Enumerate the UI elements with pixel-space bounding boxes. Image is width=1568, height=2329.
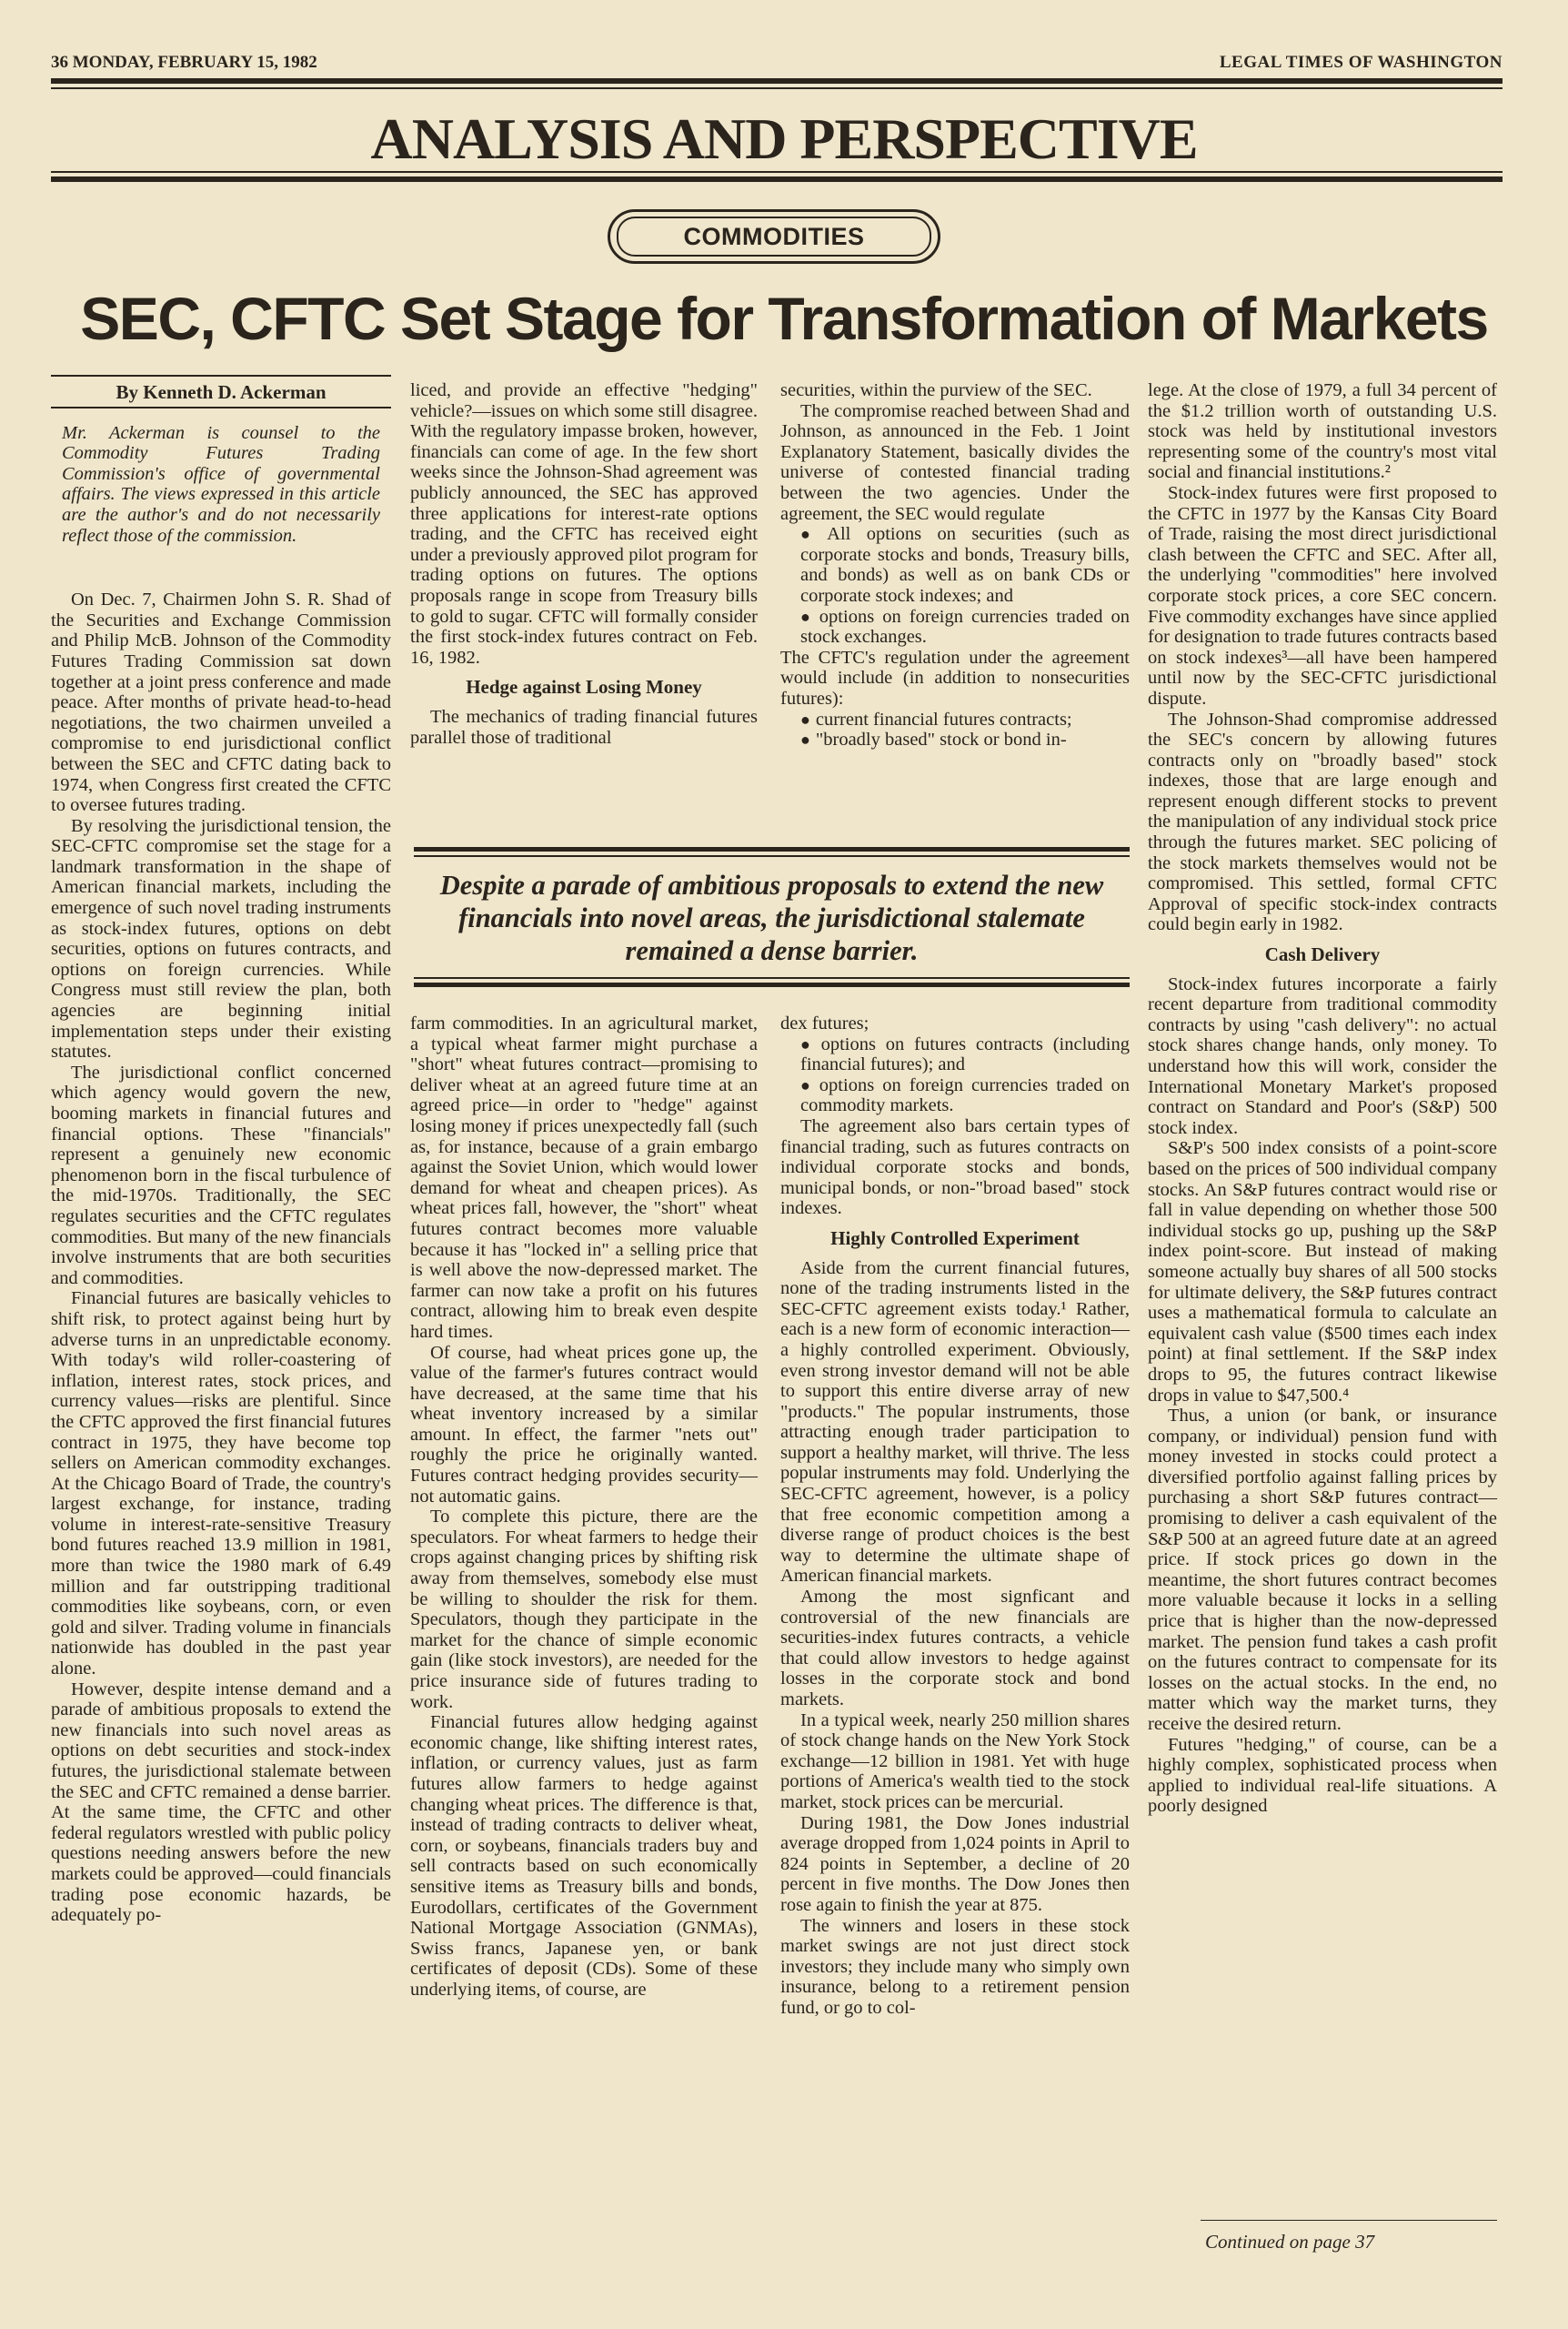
col4-paragraph: Futures "hedging," of course, can be a highly complex, sophisticated process when applied to individual real-life situations. A poorly designed [1148,1734,1497,1817]
col1-paragraph: By resolving the jurisdictional tension, the SEC-CFTC compromise set the stage for a landmark transformation in the shape of American financial markets, including the emergence of such novel trading instruments as stock-index futures, options on debt securities, options on futures contracts, and options on foreign currencies. While Congress must still review the plan, both agencies are beginning initial implementation steps under their existing statutes. [51,815,391,1063]
publication-name: LEGAL TIMES OF WASHINGTON [1219,53,1503,72]
headline: SEC, CFTC Set Stage for Transformation of Markets [80,285,1488,352]
col3-bullet [780,730,1130,751]
kicker-rule-thin [51,171,1503,173]
bullet-icon: ● [800,525,822,544]
bullet-icon: ● [800,1034,816,1054]
pullquote-rule-bottom-thick [414,983,1130,987]
page-header [51,47,1503,76]
bullet-text: options on futures contracts (including financial futures); and [800,1033,1130,1075]
pull-quote: Despite a parade of ambitious proposals to extend the new financials into novel areas, the jurisdictional stalemate remained a dense barrier. [439,870,1104,966]
continued-rule [1201,2220,1497,2221]
col4-paragraph: The Johnson-Shad compromise addressed the SEC's concern by allowing futures contracts only on "broadly based" stock indexes, those that are large enough and represent enough different stocks to prevent the manipulation of any individual stock price through the futures market. SEC policing of the stock markets themselves would not be compromised. This settled, formal CFTC Approval of specific stock-index contracts could begin early in 1982. [1148,709,1497,935]
subhead-cash-delivery: Cash Delivery [1264,943,1381,966]
bullet-icon: ● [800,1075,814,1094]
col3-paragraph: Aside from the current financial futures, none of the trading instruments listed in the SEC-CFTC agreement exists today.¹ Rather, each is a new form of economic interaction—a highly controlled experiment. Obviously, even strong investor demand will not be able to support this entire diverse array of new "products." The popular instruments, those attracting enough trader participation to support a healthy market, will thrive. The less popular instruments may fold. Underlying the SEC-CFTC agreement, however, is a policy that free economic competition among a diverse range of product choices is the best way to determine the ultimate shape of American financial markets. [780,1257,1130,1587]
byline-rule-top [51,375,391,377]
col1-paragraph: However, despite intense demand and a parade of ambitious proposals to extend the new financials into such novel areas as options on debt securities and stock-index futures, the jurisdictional stalemate between the SEC and CFTC remained a dense barrier. At the same time, the CFTC and other federal regulators wrestled with public policy questions needing answers before the new markets could be approved—could financials trading pose economic hazards, be adequately po- [51,1679,391,1926]
column-4 [1148,380,1497,1817]
pullquote-rule-top-thin [414,855,1130,857]
pullquote-rule-bottom-thin [414,977,1130,979]
col4-paragraph: lege. At the close of 1979, a full 34 percent of the $1.2 trillion worth of outstanding U.S. stock was held by institutional investors representing some of the country's most vital social and financial institutions.² [1148,380,1497,483]
byline-rule-bottom [51,407,391,408]
page-date: 36 MONDAY, FEBRUARY 15, 1982 [51,53,317,72]
col2-paragraph: Financial futures allow hedging against economic change, like shifting interest rates, inflation, or currency values, just as farm futures allow farmers to hedge against changing wheat prices. The difference is that, instead of trading contracts to deliver wheat, corn, or soybeans, financials traders buy and sell contracts based on such economically sensitive items as Treasury bills and bonds, Eurodollars, certificates of the Government National Mortgage Association (GNMAs), Swiss francs, Japanese yen, or bank certificates of deposit (CDs). Some of these underlying items, of course, are [410,1712,758,2000]
section-kicker: ANALYSIS AND PERSPECTIVE [370,106,1198,171]
col3-paragraph: The compromise reached between Shad and Johnson, as announced in the Feb. 1 Joint Explanatory Statement, basically divides the universe of contested financial trading between the two agencies. Under the agreement, the SEC would regulate [780,400,1130,524]
bullet-icon: ● [800,710,810,729]
col2-paragraph: farm commodities. In an agricultural market, a typical wheat farmer might purchase a "short" wheat futures contract—promising to deliver wheat at an agreed future time at an agreed price—in order to "hedge" against losing money if prices unexpectedly fall (such as, for instance, because of a grain embargo against the Soviet Union, which would lower demand for wheat and cheapen prices). As wheat prices fall, however, the "short" wheat futures contract becomes more valuable because it has "locked in" a selling price that is well above the now-depressed market. The farmer can now take a profit on his futures contract, allowing him to break even despite hard times. [410,1013,758,1342]
col1-paragraph: The jurisdictional conflict concerned which agency would govern the new, booming markets in financial futures and financial options. These "financials" represent a genuinely new economic phenomenon born in the fiscal turbulence of the mid-1970s. Traditionally, the SEC regulates securities and the CFTC regulates commodities. But many of the new financials involve instruments that are both securities and commodities. [51,1062,391,1288]
col1-paragraph: Financial futures are basically vehicles to shift risk, to protect against being hurt by adverse turns in an unpredictable economy. With today's wild roller-coastering of inflation, interest rates, stock prices, and currency values—risks are plentiful. Since the CFTC approved the first financial futures contract in 1975, they have become top sellers on American commodity exchanges. At the Chicago Board of Trade, the country's largest exchange, for instance, trading volume in interest-rate-sensitive Treasury bond futures reached 13.9 million in 1981, more than twice the 1980 mark of 6.49 million and far outstripping traditional commodities like soybeans, corn, or even gold and silver. Trading volume in financials nationwide has doubled in the past year alone. [51,1288,391,1679]
subhead-experiment: Highly Controlled Experiment [830,1226,1080,1249]
section-label-text: COMMODITIES [617,217,931,257]
col3-paragraph: securities, within the purview of the SEC. [780,380,1092,400]
column-1 [51,375,391,1926]
col4-paragraph: S&P's 500 index consists of a point-score based on the prices of 500 individual company stocks. An S&P futures contract would rise or fall in value depending on whether those 500 individual stocks go up, pushing up the S&P index point-score. But instead of making someone actually buy shares of all 500 stocks for ultimate delivery, the S&P futures contract uses a mathematical formula to calculate an equivalent cash value ($500 times each index point) at final settlement. If the S&P index drops to 95, the futures contract likewise drops in value to $47,500.⁴ [1148,1138,1497,1406]
bullet-text: options on foreign currencies traded on commodity markets. [800,1074,1131,1116]
col3-bullet [780,524,1130,606]
col3-paragraph: The CFTC's regulation under the agreement would include (in addition to nonsecurities futures): [780,647,1130,709]
col1-paragraph: On Dec. 7, Chairmen John S. R. Shad of the Securities and Exchange Commission and Philip McB. Johnson of the Commodity Futures Trading Commission sat down together at a joint press conference and made peace. After months of private head-to-head negotiations, the two chairmen unveiled a compromise to end jurisdictional conflict between the SEC and CFTC dating back to 1974, when Congress first created the CFTC to oversee futures trading. [51,590,391,816]
col2-paragraph: Of course, had wheat prices gone up, the value of the farmer's futures contract would have decreased, at the same time that his wheat inventory increased by a similar amount. In effect, the farmer "nets out" roughly the price he originally wanted. Futures contract hedging provides security—not automatic gains. [410,1342,758,1507]
bullet-icon: ● [800,607,814,626]
column-2-top [410,380,758,748]
col4-paragraph: Stock-index futures incorporate a fairly recent departure from traditional commodity contracts by using "cash delivery": no actual stock shares change hands, only money. To understand how this will work, consider the International Monetary Market's proposed contract on Standard and Poor's (S&P) 500 stock index. [1148,973,1497,1138]
col3-bullet [780,1075,1130,1116]
col4-paragraph: Stock-index futures were first proposed to the CFTC in 1977 by the Kansas City Board of Trade, raising the most direct jurisdictional clash between the CFTC and SEC. After all, the underlying "commodities" here involved corporate stock prices, a core SEC concern. Five commodity exchanges have since applied for designation to trade futures contracts based on stock indexes³—all have been hampered until now by the SEC-CFTC jurisdictional dispute. [1148,482,1497,709]
col3-bullet [780,710,1130,731]
column-3-bottom [780,1013,1130,2019]
column-2-bottom [410,1013,758,2001]
kicker-rule-thick [51,176,1503,182]
bullet-text: "broadly based" stock or bond in- [815,730,1067,751]
col3-paragraph: During 1981, the Dow Jones industrial average dropped from 1,024 points in April to 824 points in September, a decline of 20 percent in five months. The Dow Jones then rose again to finish the year at 875. [780,1812,1130,1915]
bullet-icon: ● [800,731,810,750]
bullet-text: options on foreign currencies traded on stock exchanges. [800,606,1131,648]
col3-paragraph: In a typical week, nearly 250 million shares of stock change hands on the New York Stock exchange—12 billion in 1981. Yet with huge portions of America's wealth tied to the stock market, stock prices can be mercurial. [780,1709,1130,1812]
byline: By Kenneth D. Ackerman [116,381,327,403]
bullet-text: current financial futures contracts; [815,709,1072,730]
header-rule-thick [51,78,1503,84]
col3-paragraph: dex futures; [780,1013,869,1033]
section-label [608,209,940,264]
col2-paragraph: liced, and provide an effective "hedging" vehicle?—issues on which some still disagree. With the regulatory impasse broken, however, financials can come of age. In the few short weeks since the Johnson-Shad agreement was publicly announced, the SEC has approved three applications for interest-rate options trading, and the CFTC has received eight under a previously approved pilot program for trading options on futures. The options proposals range in scope from Treasury bills to gold to sugar. CFTC will formally consider the first stock-index futures contract on Feb. 16, 1982. [410,380,758,668]
col3-bullet [780,607,1130,648]
header-rule-thin [51,87,1503,89]
col2-paragraph: To complete this picture, there are the speculators. For wheat farmers to hedge their crops against changing prices by shifting risk away from themselves, somebody else must be willing to shoulder the risk for them. Speculators, though they participate in the market for the chance of simple economic gain (like stock investors), are needed for the price insurance side of futures trading to work. [410,1507,758,1712]
col2-paragraph: The mechanics of trading financial futures parallel those of traditional [410,706,758,748]
pullquote-rule-top-thick [414,847,1130,852]
bullet-text: All options on securities (such as corporate stocks and bonds, Treasury bills, and bonds) as well as on bank CDs or corporate stock indexes; and [800,524,1131,606]
col3-paragraph: The winners and losers in these stock market swings are not just direct stock investors; they include many who simply own insurance, belong to a retirement pension fund, or go to col- [780,1915,1130,2018]
column-3-top [780,380,1130,751]
author-note: Mr. Ackerman is counsel to the Commodity Futures Trading Commission's office of governmental affairs. The views expressed in this article are the author's and do not necessarily reflect those of the commission. [62,422,380,546]
continued-note: Continued on page 37 [1205,2231,1375,2253]
col3-bullet [780,1034,1130,1075]
col3-paragraph: Among the most signficant and controversial of the new financials are securities-index futures contracts, a vehicle that could allow investors to hedge against losses in the corporate stock and bond markets. [780,1587,1130,1709]
col3-paragraph: The agreement also bars certain types of financial trading, such as futures contracts on individual corporate stocks and bonds, municipal bonds, or non-"broad based" stock indexes. [780,1115,1130,1219]
subhead-hedge: Hedge against Losing Money [466,676,702,699]
col4-paragraph: Thus, a union (or bank, or insurance company, or individual) pension fund with money invested in stocks could protect a diversified portfolio against falling prices by purchasing a short S&P futures contract—promising to deliver a cash equivalent of the S&P 500 at an agreed future date at an agreed price. If stock prices go down in the meantime, the short futures contract becomes more valuable because it locks in a selling price that is higher than the now-depressed market. The pension fund takes a cash profit on the futures contract to compensate for its losses on the actual stocks. In the end, no matter which way the market turns, they receive the desired return. [1148,1406,1497,1734]
